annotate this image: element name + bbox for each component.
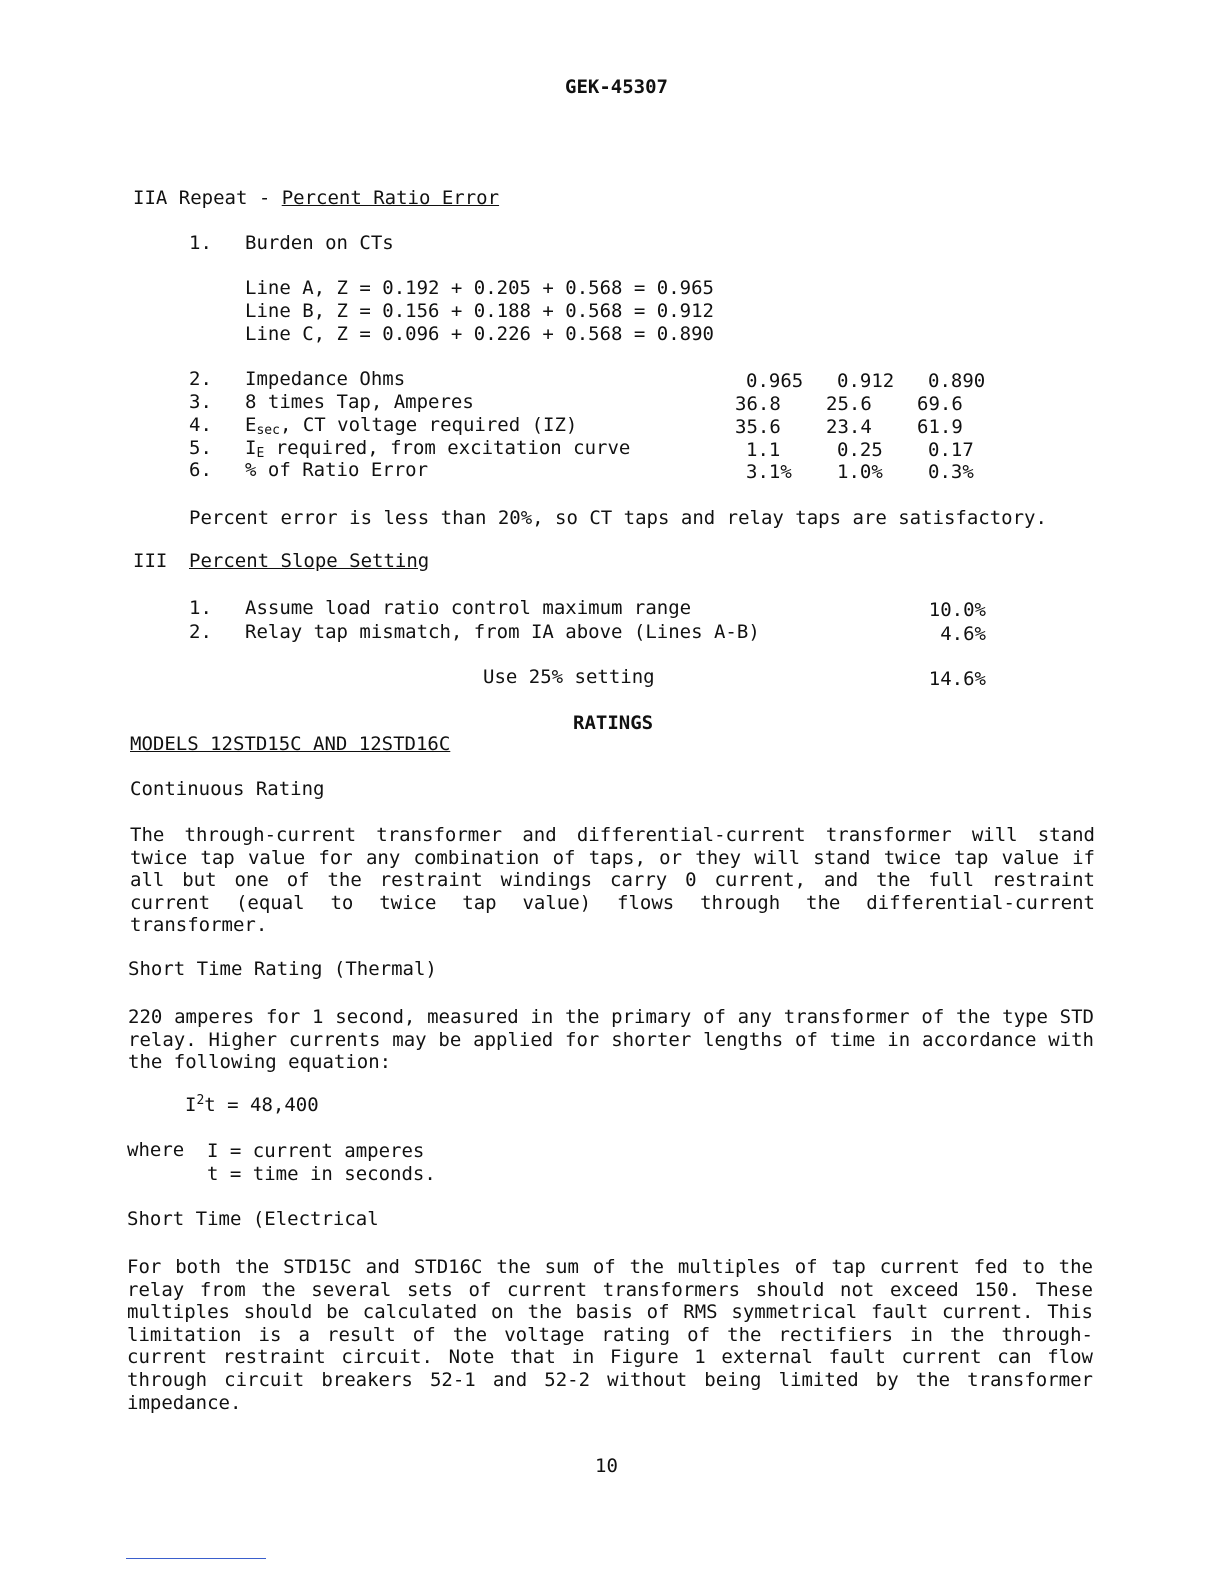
section-iia-heading [133, 187, 499, 210]
where-definition-current: I = current amperes [207, 1140, 425, 1162]
document-number: GEK-45307 [565, 76, 668, 98]
equation-current-symbol: I [185, 1094, 197, 1116]
electrical-rating-title: Short Time (Electrical [127, 1208, 379, 1230]
burden-line-c: Line C, Z = 0.096 + 0.226 + 0.568 = 0.890 [245, 323, 714, 345]
thermal-rating-text: 220 amperes for 1 second, measured in the primary of any transformer of the type STD relay. Higher currents may be applied for shorter lengths of time in accordance with the following equation: [128, 1006, 1094, 1073]
electrical-rating-text: For both the STD15C and STD16C the sum of the multiples of tap current fed to the relay from the several sets of current transformers should not exceed 150. These multiples should be calculated on the basis of RMS symmetrical fault current. This limitation is a result of the voltage rating of the rectifiers in the through-current restraint circuit. Note that in Figure 1 external fault current can flow through circuit breakers 52-1 and 52-2 without being limited by the transformer impedance. [127, 1256, 1093, 1414]
slope-item-text: Assume load ratio control maximum range [245, 597, 692, 619]
ie-symbol: I [245, 437, 257, 459]
ie-description: required, from excitation curve [264, 437, 631, 459]
table-row-label: Impedance Ohms [245, 368, 406, 390]
esec-description: , CT voltage required (IZ) [279, 414, 578, 436]
thermal-rating-title: Short Time Rating (Thermal) [128, 958, 437, 980]
table-row-number: 4. [189, 414, 212, 436]
section-iii-lead: III [133, 550, 168, 572]
esec-subscript: sec [256, 423, 280, 438]
slope-item-value: 10.0% [928, 599, 986, 621]
page-number: 10 [595, 1455, 618, 1477]
table-row-number: 6. [189, 459, 212, 481]
use-setting-text: Use 25% setting [483, 666, 655, 688]
burden-line-a: Line A, Z = 0.192 + 0.205 + 0.568 = 0.965 [245, 277, 714, 299]
table-cell-line-a: 36.8 [735, 393, 781, 415]
table-row-number: 2. [189, 368, 212, 390]
slope-item-number: 1. [189, 597, 212, 619]
table-cell-line-a: 3.1% [746, 461, 792, 483]
table-cell-line-c: 0.17 [928, 439, 974, 461]
table-row-label [245, 437, 630, 460]
slope-item-text: Relay tap mismatch, from IA above (Lines A-B) [245, 621, 760, 643]
equation-exponent: 2 [196, 1093, 205, 1108]
table-cell-line-c: 69.6 [917, 393, 963, 415]
thermal-equation [185, 1094, 319, 1117]
slope-item-number: 2. [189, 621, 212, 643]
table-cell-line-a: 0.965 [746, 370, 804, 392]
table-cell-line-c: 0.3% [928, 461, 974, 483]
table-cell-line-a: 35.6 [735, 416, 781, 438]
use-setting-value: 14.6% [928, 668, 986, 690]
table-cell-line-b: 0.25 [837, 439, 883, 461]
section-iia-lead: IIA Repeat - [133, 187, 282, 209]
table-cell-line-a: 1.1 [746, 439, 781, 461]
table-row-label: 8 times Tap, Amperes [245, 391, 474, 413]
table-cell-line-b: 0.912 [837, 370, 895, 392]
footer-rule [126, 1558, 266, 1559]
esec-symbol: E [245, 414, 257, 436]
continuous-rating-title: Continuous Rating [130, 778, 325, 800]
ratings-heading: RATINGS [573, 712, 654, 734]
table-cell-line-c: 0.890 [928, 370, 986, 392]
where-definition-time: t = time in seconds. [207, 1163, 436, 1185]
continuous-rating-text: The through-current transformer and differential-current transformer will stand twice tap value for any combination of taps, or they will stand twice tap value if all but one of the restraint windings carry 0 current, and the full restraint current (equal to twice tap value) flows through the differential-current transformer. [130, 824, 1095, 936]
table-row-label [245, 414, 577, 437]
section-iii-title: Percent Slope Setting [189, 550, 430, 572]
table-row-label: % of Ratio Error [245, 459, 429, 481]
ratio-error-conclusion: Percent error is less than 20%, so CT taps and relay taps are satisfactory. [189, 507, 1047, 529]
table-cell-line-b: 1.0% [837, 461, 883, 483]
equation-remainder: t = 48,400 [204, 1094, 319, 1116]
table-row-number: 5. [189, 437, 212, 459]
table-cell-line-c: 61.9 [917, 416, 963, 438]
where-label: where [127, 1139, 185, 1161]
burden-line-b: Line B, Z = 0.156 + 0.188 + 0.568 = 0.912 [245, 300, 714, 322]
item-1-text: Burden on CTs [245, 232, 394, 254]
table-row-number: 3. [189, 391, 212, 413]
table-cell-line-b: 25.6 [826, 393, 872, 415]
item-1-number: 1. [189, 232, 212, 254]
models-heading: MODELS 12STD15C AND 12STD16C [130, 733, 451, 755]
ie-subscript: E [256, 446, 265, 461]
section-iia-title: Percent Ratio Error [281, 187, 500, 209]
slope-item-value: 4.6% [940, 623, 986, 645]
table-cell-line-b: 23.4 [826, 416, 872, 438]
